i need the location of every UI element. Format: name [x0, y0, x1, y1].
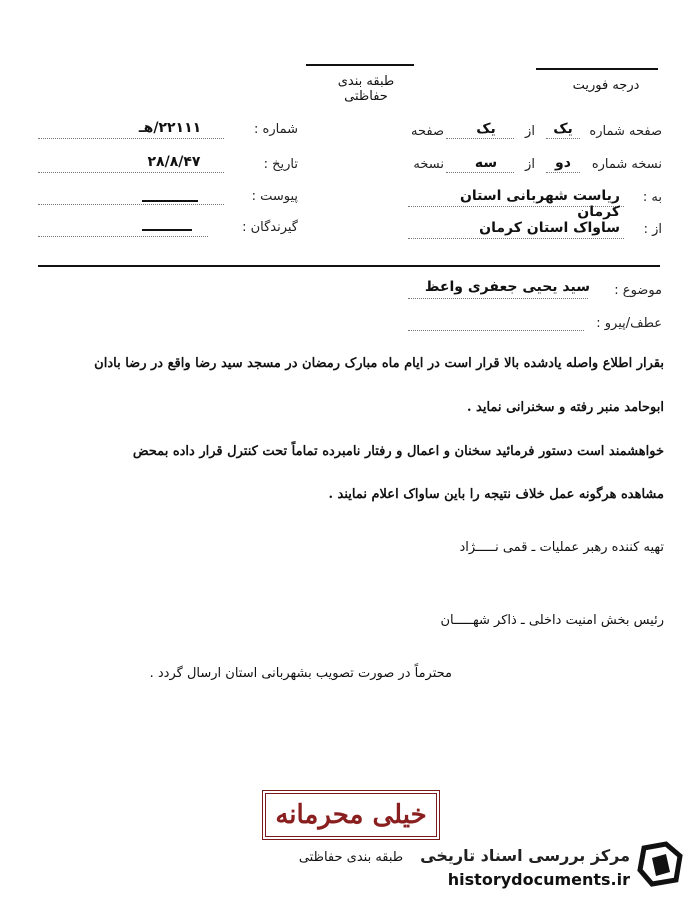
from-value: ساواک استان کرمان: [479, 220, 620, 236]
number-value: ۲۲۱۱۱/هـ: [138, 120, 202, 136]
subject-dots: [408, 298, 588, 299]
reference-label: عطف/پیرو :: [596, 316, 662, 331]
recipients-dash: [142, 229, 192, 231]
copy-of: از: [525, 157, 535, 172]
header-rule-right: [536, 68, 658, 70]
date-label: تاریخ :: [263, 157, 298, 172]
to-label: به :: [642, 190, 662, 205]
to-value: ریاست شهربانی استان کرمان: [459, 188, 620, 220]
page-dots-1: [546, 138, 580, 139]
copy-dots-2: [446, 172, 514, 173]
copy-total: سه: [474, 155, 498, 171]
subject-value: سید یحیی جعفری واعظ: [424, 279, 590, 295]
section-head: رئیس بخش امنیت داخلی ـ ذاکر شهـــــان: [440, 613, 664, 628]
copy-value: دو: [555, 155, 571, 171]
page-label: صفحه شماره: [589, 124, 662, 139]
reference-dots: [408, 330, 584, 331]
attachment-label: پیوست :: [251, 189, 298, 204]
header-rule-left: [306, 64, 414, 66]
number-dots: [38, 138, 224, 139]
page-dots-2: [446, 138, 514, 139]
copy-dots-1: [546, 172, 580, 173]
copy-label: نسخه شماره: [591, 157, 662, 172]
attachment-dots: [38, 204, 224, 205]
body-line-3: خواهشمند است دستور فرمائید سخنان و اعمال و رفتار نامبرده تماماً تحت کنترل قرار داده بمحض: [132, 444, 664, 459]
recipients-label: گیرندگان :: [242, 220, 298, 235]
date-dots: [38, 172, 224, 173]
prepared-by: تهیه کننده رهبر عملیات ـ قمی نـــــژاد: [459, 540, 664, 555]
attachment-dash: [142, 200, 198, 202]
page-total: یک: [476, 121, 496, 137]
subject-label: موضوع :: [614, 283, 662, 298]
body-line-2: ابوحامد منبر رفته و سخنرانی نماید .: [466, 400, 664, 415]
classification-label: طبقه بندی حفاظتی: [337, 74, 395, 104]
footer-classification-label: طبقه بندی حفاظتی: [298, 850, 404, 865]
respect-note: محترماً در صورت تصویب بشهربانی استان ارسال گردد .: [149, 666, 452, 681]
from-label: از :: [643, 222, 662, 237]
archive-logo-icon: [636, 840, 686, 890]
page-suffix: صفحه: [411, 124, 444, 139]
from-dots: [408, 238, 624, 239]
watermark-url: historydocuments.ir: [447, 870, 630, 889]
header-divider: [38, 265, 660, 267]
urgency-label: درجه فوریت: [572, 78, 640, 93]
page-of: از: [525, 124, 535, 139]
copy-suffix: نسخه: [413, 157, 444, 172]
page-value: یک: [553, 121, 573, 137]
body-line-1: بقرار اطلاع واصله یادشده بالا قرار است در ایام ماه مبارک رمضان در مسجد سید رضا واقع در رضا بادان: [94, 356, 664, 371]
date-value: ۲۸/۸/۴۷: [147, 154, 201, 170]
watermark-title: مرکز بررسی اسناد تاریخی: [420, 846, 630, 865]
body-line-4: مشاهده هرگونه عمل خلاف نتیجه را باین ساواک اعلام نمایند .: [328, 487, 664, 502]
recipients-dots: [38, 236, 208, 237]
stamp-text: خیلی محرمانه: [275, 800, 427, 830]
confidential-stamp: [262, 790, 440, 840]
number-label: شماره :: [254, 122, 298, 137]
